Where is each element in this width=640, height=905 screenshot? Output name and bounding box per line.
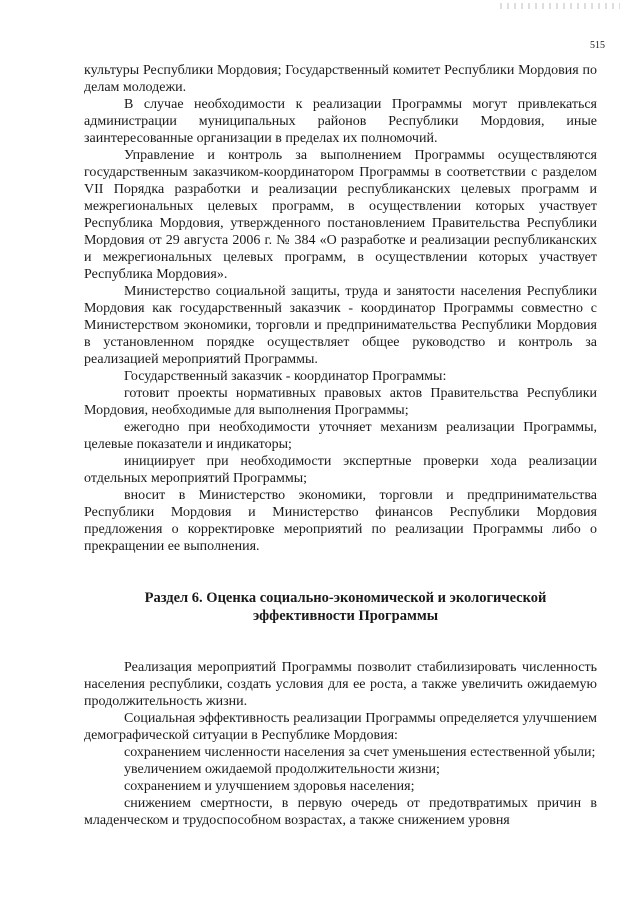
paragraph: Министерство социальной защиты, труда и занятости населения Республики Мордовия как государственный заказчик - координатор Программы совместно с Министерством экономики, торговли и предпринимательства Республики Мордовия в установленном порядке осуществляет общее руководство и контроль за реализацией мероприятий Программы.: [84, 284, 597, 367]
paragraph: Социальная эффективность реализации Программы определяется улучшением демографической ситуации в Республике Мордовия:: [84, 711, 597, 743]
text-block-after: [84, 659, 597, 829]
paragraph: Государственный заказчик - координатор Программы:: [124, 369, 447, 384]
paragraph: Реализация мероприятий Программы позволит стабилизировать численность населения республики, создать условия для ее роста, а также увеличить ожидаемую продолжительность жизни.: [84, 660, 597, 709]
paragraph: Управление и контроль за выполнением Программы осуществляются государственным заказчиком-координатором Программы в соответствии с разделом VII Порядка разработки и реализации республиканских целевых программ и межрегиональных целевых программ, в осуществлении которых участвует Республика Мордовия, утвержденного постановлением Правительства Республики Мордовия от 29 августа 2006 г. № 384 «О разработке и реализации республиканских и межрегиональных целевых программ, в осуществлении которых участвует Республика Мордовия».: [84, 148, 597, 282]
paragraph: сохранением и улучшением здоровья населения;: [124, 779, 415, 794]
document-body: [84, 62, 597, 829]
paragraph: сохранением численности населения за счет уменьшения естественной убыли;: [124, 745, 596, 760]
section-heading: [84, 589, 597, 625]
paragraph: культуры Республики Мордовия; Государственный комитет Республики Мордовия по делам молодежи.: [84, 63, 597, 95]
paragraph: увеличением ожидаемой продолжительности жизни;: [124, 762, 440, 777]
paragraph: ежегодно при необходимости уточняет механизм реализации Программы, целевые показатели и индикаторы;: [84, 420, 597, 452]
section-heading-line-1: Раздел 6. Оценка социально-экономической и экологической: [144, 590, 547, 606]
paragraph: инициирует при необходимости экспертные проверки хода реализации отдельных мероприятий Программы;: [84, 454, 597, 486]
scan-artifact: [500, 3, 620, 9]
text-block-before: [84, 62, 597, 555]
paragraph: готовит проекты нормативных правовых актов Правительства Республики Мордовия, необходимые для выполнения Программы;: [84, 386, 597, 418]
section-heading-line-2: эффективности Программы: [252, 608, 439, 624]
paragraph: В случае необходимости к реализации Программы могут привлекаться администрации муниципальных районов Республики Мордовия, иные заинтересованные организации в пределах их полномочий.: [84, 97, 597, 146]
paragraph: вносит в Министерство экономики, торговли и предпринимательства Республики Мордовия и Министерство финансов Республики Мордовия предложения о корректировке мероприятий по реализации Программы либо о прекращении ее выполнения.: [84, 488, 597, 554]
paragraph: снижением смертности, в первую очередь от предотвратимых причин в младенческом и трудоспособном возрастах, а также снижением уровня: [84, 796, 597, 828]
page-number: 515: [590, 40, 605, 51]
